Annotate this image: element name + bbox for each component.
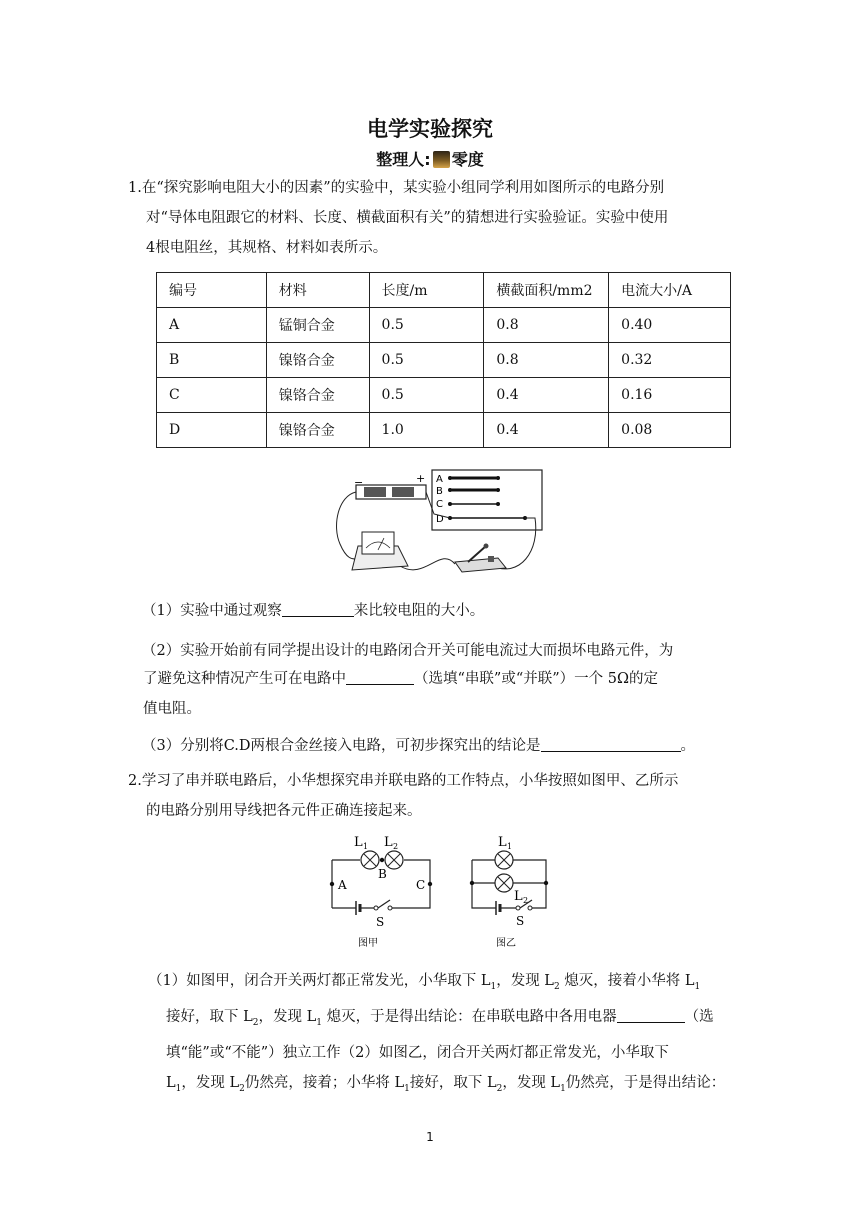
wire-label-a: A: [436, 474, 443, 485]
table-cell: D: [157, 413, 267, 448]
label-l1: L: [354, 835, 363, 850]
table-row: [157, 413, 731, 448]
q1-line-1: 1.在“探究影响电阻大小的因素”的实验中，某实验小组同学利用如图所示的电路分别: [128, 180, 665, 196]
series-parallel-figure: [320, 828, 560, 953]
q2-text: 仍然亮，接着；小华将 L: [244, 1074, 405, 1091]
q1-sub3-text: （3）分别将C.D两根合金丝接入电路，可初步探究出的结论是: [142, 738, 541, 754]
q1-sub2: [142, 636, 742, 666]
table-header-cell: 横截面积/mm2: [484, 273, 609, 308]
q1-sub2-cont: [143, 664, 743, 724]
table-cell: 0.8: [484, 308, 609, 343]
answer-blank[interactable]: [282, 600, 354, 617]
ammeter-icon: [352, 532, 408, 570]
battery-cell: [364, 487, 386, 497]
figure-b-caption: 图乙: [496, 938, 516, 949]
wire-lead: [400, 559, 455, 570]
q1-sub2-line-2-end: （选填“串联”或“并联”）一个 5Ω的定: [414, 671, 659, 687]
table-cell: 0.08: [609, 413, 731, 448]
table-cell: 0.40: [609, 308, 731, 343]
q2-text: 接好，取下 L: [166, 1008, 253, 1025]
q2-text: ，发现 L: [258, 1008, 317, 1025]
q1-sub2-line-2: 了避免这种情况产生可在电路中: [143, 671, 346, 687]
table-cell: 镍铬合金: [266, 413, 369, 448]
wire-label-d: D: [436, 514, 444, 525]
subscript: 1: [490, 981, 497, 992]
label-l1-sub: 1: [507, 842, 513, 851]
table-cell: 0.5: [369, 308, 484, 343]
knife-switch-icon: [455, 544, 506, 573]
label-c: C: [416, 878, 426, 892]
table-cell: 0.8: [484, 343, 609, 378]
q1-intro: [128, 173, 740, 263]
label-s: S: [516, 914, 525, 928]
wire-label-b: B: [436, 486, 443, 497]
author-avatar-icon: [433, 151, 450, 168]
table-cell: 0.5: [369, 378, 484, 413]
label-l1-sub: 1: [363, 842, 369, 851]
page-title: 电学实验探究: [367, 117, 493, 141]
wire-label-c: C: [436, 499, 443, 510]
q2-text: ，发现 L: [502, 1074, 561, 1091]
q1-sub1-text-end: 来比较电阻的大小。: [353, 603, 485, 619]
q2-text: 熄灭，接着小华将 L: [559, 973, 695, 989]
subscript: 1: [316, 1017, 322, 1028]
series-circuit-diagram: [330, 835, 432, 949]
q2-line-2: 的电路分别用导线把各元件正确连接起来。: [146, 803, 422, 819]
subscript: 1: [694, 981, 701, 992]
label-b: B: [378, 867, 387, 881]
author-prefix: 整理人:: [376, 150, 431, 169]
subscript: 2: [553, 981, 560, 992]
subscript: 1: [404, 1083, 410, 1094]
label-l2-sub: 2: [523, 896, 529, 905]
table-cell: 锰铜合金: [266, 308, 369, 343]
q1-sub3-text-end: 。: [680, 738, 696, 754]
figure-a-caption: 图甲: [358, 938, 378, 949]
label-l1: L: [498, 835, 507, 850]
q1-line-2: 对“导体电阻跟它的材料、长度、横截面积有关”的猜想进行实验验证。实验中使用: [146, 210, 669, 226]
q1-sub1: [142, 596, 742, 626]
q2-intro: [128, 766, 740, 826]
table-cell: A: [157, 308, 267, 343]
q2-text: （1）如图甲，闭合开关两灯都正常发光，小华取下 L: [148, 973, 491, 989]
subscript: 2: [496, 1083, 503, 1094]
author-line: [0, 147, 860, 170]
q1-sub2-line-1: （2）实验开始前有同学提出设计的电路闭合开关可能电流过大而损坏电路元件，为: [142, 643, 674, 659]
q2-text: 熄灭，于是得出结论：在串联电路中各用电器: [321, 1008, 617, 1025]
label-l2: L: [384, 835, 393, 850]
experiment-circuit-figure: [330, 466, 550, 581]
parallel-circuit-diagram: [470, 835, 548, 949]
q2-text: L: [166, 1074, 176, 1091]
table-header-cell: 长度/m: [369, 273, 484, 308]
label-a: A: [338, 878, 347, 892]
table-header-row: [157, 273, 731, 308]
q2-text: （选: [684, 1008, 714, 1025]
subscript: 1: [175, 1083, 182, 1094]
q2-text: ，发现 L: [496, 973, 554, 989]
answer-blank[interactable]: [346, 668, 414, 685]
q2-line-1: 2.学习了串并联电路后，小华想探究串并联电路的工作特点，小华按照如图甲、乙所示: [128, 773, 679, 789]
subscript: 1: [560, 1083, 566, 1094]
answer-blank[interactable]: [541, 735, 681, 752]
battery-cell: [392, 487, 414, 497]
resistance-wire-table: [156, 272, 731, 448]
q2-sub1: [148, 966, 748, 1104]
q1-sub2-line-3: 值电阻。: [143, 701, 201, 717]
q1-sub1-text: （1）实验中通过观察: [142, 603, 282, 619]
table-header-cell: 电流大小/A: [609, 273, 731, 308]
author-name: 零度: [451, 150, 484, 169]
table-cell: 0.4: [484, 413, 609, 448]
q2-text: 仍然亮，于是得出结论：: [565, 1074, 726, 1091]
table-cell: 镍铬合金: [266, 343, 369, 378]
q2-text: 接好，取下 L: [409, 1074, 497, 1091]
table-cell: 镍铬合金: [266, 378, 369, 413]
table-cell: 1.0: [369, 413, 484, 448]
table-header-cell: 材料: [266, 273, 369, 308]
label-l2-sub: 2: [393, 842, 399, 851]
table-row: [157, 378, 731, 413]
page-number: 1: [426, 1130, 434, 1144]
table-header-cell: 编号: [157, 273, 267, 308]
battery-minus-label: −: [354, 476, 364, 489]
label-l2: L: [514, 889, 523, 904]
table-cell: 0.5: [369, 343, 484, 378]
table-cell: C: [157, 378, 267, 413]
table-cell: 0.4: [484, 378, 609, 413]
q2-line: 填“能”或“不能”）独立工作（2）如图乙，闭合开关两灯都正常发光，小华取下: [166, 1044, 669, 1061]
subscript: 2: [239, 1083, 245, 1094]
table-cell: B: [157, 343, 267, 378]
battery-plus-label: +: [416, 472, 426, 485]
wire-lead: [337, 492, 360, 559]
table-row: [157, 343, 731, 378]
q1-line-3: 4根电阻丝，其规格、材料如表所示。: [146, 240, 388, 256]
answer-blank[interactable]: [617, 1006, 685, 1023]
table-row: [157, 308, 731, 343]
q1-sub3: [142, 731, 742, 761]
label-s: S: [376, 915, 385, 929]
q2-text: ，发现 L: [181, 1074, 240, 1091]
table-cell: 0.32: [609, 343, 731, 378]
table-cell: 0.16: [609, 378, 731, 413]
subscript: 2: [252, 1017, 259, 1028]
